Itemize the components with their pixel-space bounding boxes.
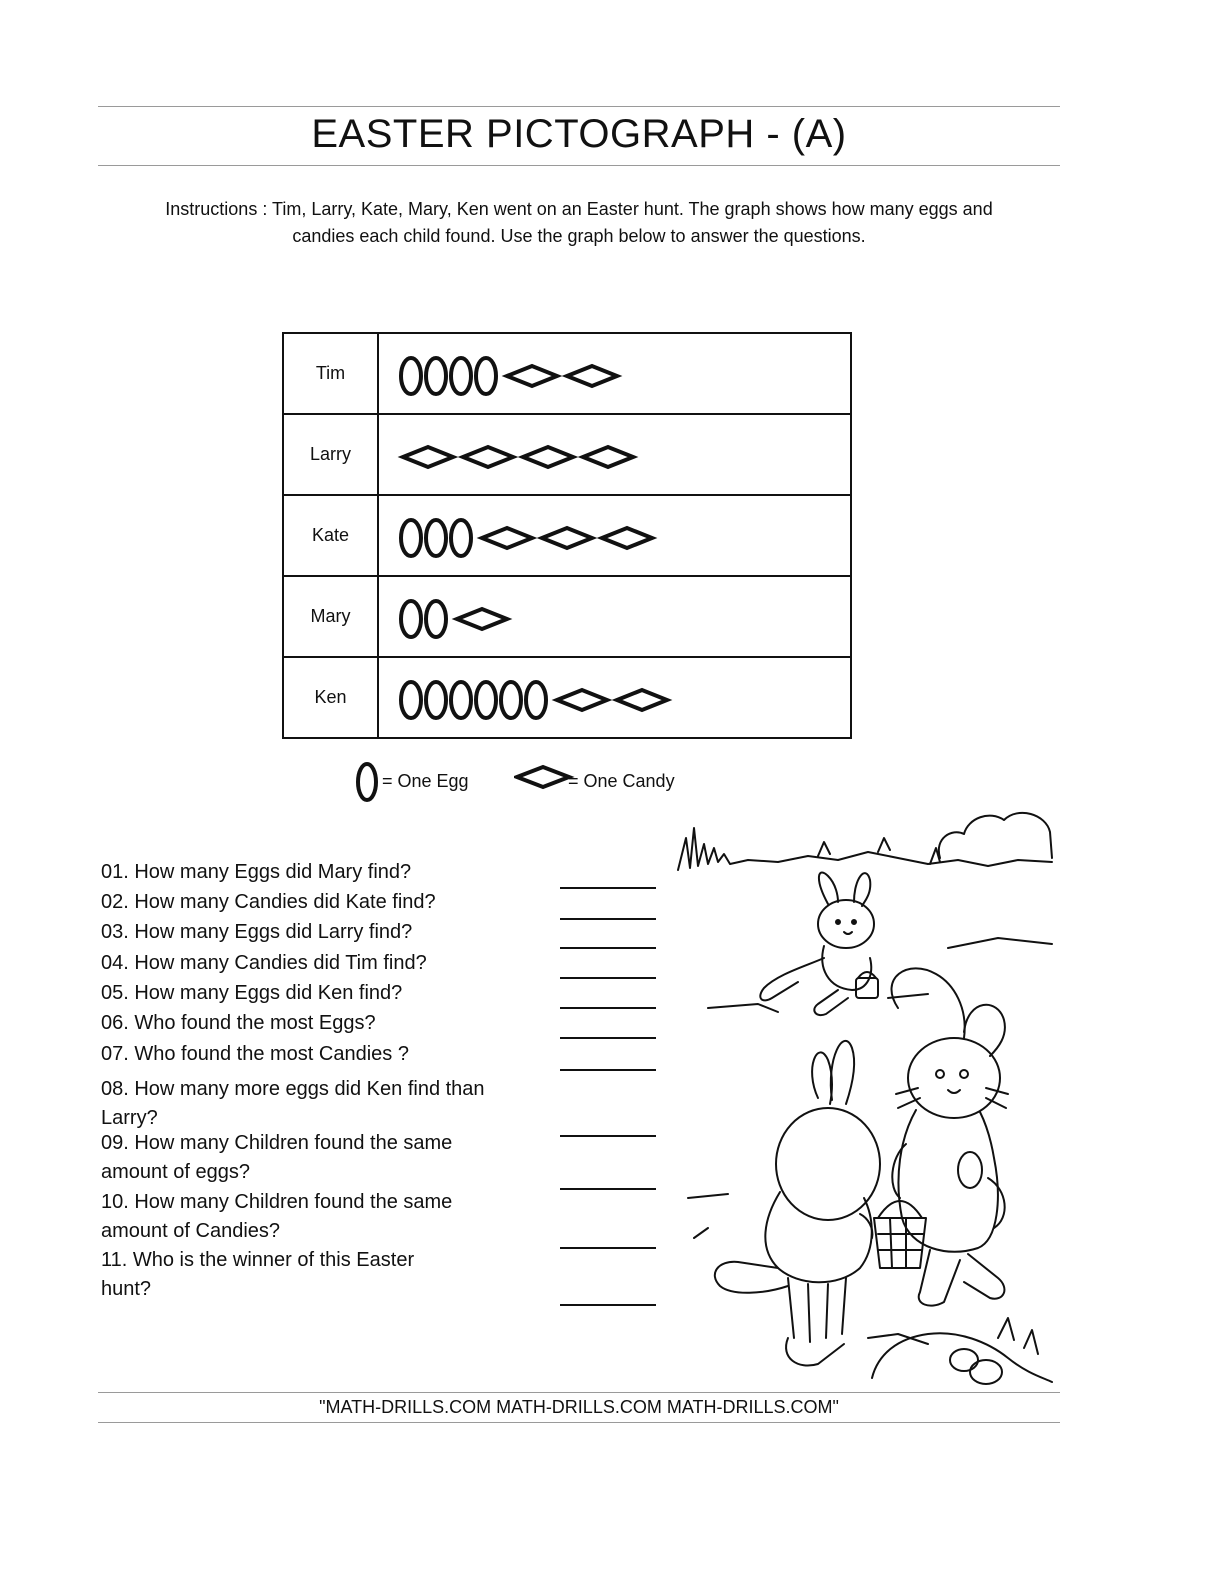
instructions-line-1: Instructions : Tim, Larry, Kate, Mary, Ken went on an Easter hunt. The graph shows how many eggs and — [165, 199, 993, 219]
question-line: 06. Who found the most Eggs? — [101, 1012, 376, 1034]
answer-blank[interactable] — [560, 1007, 656, 1009]
row-name: Kate — [283, 495, 378, 576]
egg-icon — [401, 358, 421, 394]
candy-icon — [523, 447, 573, 467]
instructions — [110, 196, 1048, 250]
candy-icon — [482, 528, 532, 548]
top-rule — [98, 106, 1060, 107]
question — [101, 858, 531, 887]
question-line: 01. How many Eggs did Mary find? — [101, 861, 412, 883]
question-line: 07. Who found the most Candies ? — [101, 1043, 409, 1065]
pictograph-row — [283, 657, 851, 738]
question-line: hunt? — [101, 1278, 152, 1300]
question-line: 04. How many Candies did Tim find? — [101, 952, 427, 974]
candy-icon — [457, 609, 507, 629]
question — [101, 1040, 531, 1069]
question-line: 08. How many more eggs did Ken find than — [101, 1078, 485, 1100]
candy-icon — [403, 447, 453, 467]
egg-icon — [526, 682, 546, 718]
legend-candy — [514, 758, 675, 804]
candy-icon — [567, 366, 617, 386]
row-name: Larry — [283, 414, 378, 495]
question — [101, 1188, 531, 1246]
egg-icon — [426, 682, 446, 718]
question-line: 02. How many Candies did Kate find? — [101, 891, 436, 913]
candy-icon — [583, 447, 633, 467]
answer-blank[interactable] — [560, 1135, 656, 1137]
answer-blank[interactable] — [560, 1304, 656, 1306]
question-line: 03. How many Eggs did Larry find? — [101, 921, 413, 943]
row-name: Mary — [283, 576, 378, 657]
egg-icon — [352, 758, 382, 804]
row-symbols — [378, 576, 851, 657]
egg-icon — [501, 682, 521, 718]
instructions-line-2: candies each child found. Use the graph below to answer the questions. — [292, 226, 866, 246]
answer-blank[interactable] — [560, 977, 656, 979]
question-line: 10. How many Children found the same — [101, 1191, 453, 1213]
answer-blank[interactable] — [560, 1247, 656, 1249]
row-symbols — [378, 414, 851, 495]
egg-icon — [401, 682, 421, 718]
egg-icon — [476, 682, 496, 718]
question-line: 11. Who is the winner of this Easter — [101, 1249, 415, 1271]
footer-rule-bottom — [98, 1422, 1060, 1423]
row-symbols — [378, 657, 851, 738]
pictograph-table — [282, 332, 852, 739]
question-line: Larry? — [101, 1107, 158, 1129]
egg-icon — [401, 520, 421, 556]
egg-icon — [426, 358, 446, 394]
egg-icon — [451, 520, 471, 556]
question-line: 09. How many Children found the same — [101, 1132, 453, 1154]
answer-blank[interactable] — [560, 947, 656, 949]
row-name: Ken — [283, 657, 378, 738]
candy-icon — [463, 447, 513, 467]
egg-icon — [451, 358, 471, 394]
question-line: amount of eggs? — [101, 1161, 250, 1183]
candy-icon — [557, 690, 607, 710]
answer-blank[interactable] — [560, 1037, 656, 1039]
legend-egg-label: = One Egg — [382, 770, 469, 791]
pictograph-row — [283, 495, 851, 576]
row-name: Tim — [283, 333, 378, 414]
candy-icon — [602, 528, 652, 548]
question — [101, 918, 531, 947]
pictograph-row — [283, 414, 851, 495]
question — [101, 979, 531, 1008]
egg-icon — [401, 601, 421, 637]
candy-icon — [542, 528, 592, 548]
legend-egg — [352, 758, 469, 804]
bunnies-illustration-icon — [668, 798, 1060, 1396]
question — [101, 888, 531, 917]
question — [101, 1009, 531, 1038]
pictograph-row — [283, 576, 851, 657]
candy-icon — [514, 758, 576, 804]
footer-text: "MATH-DRILLS.COM MATH-DRILLS.COM MATH-DRILLS.COM" — [319, 1397, 839, 1417]
candy-icon — [507, 366, 557, 386]
answer-blank[interactable] — [560, 918, 656, 920]
footer-rule-top — [98, 1392, 1060, 1393]
answer-blank[interactable] — [560, 887, 656, 889]
question — [101, 1246, 531, 1304]
question — [101, 1075, 531, 1133]
answer-blank[interactable] — [560, 1069, 656, 1071]
egg-icon — [476, 358, 496, 394]
question-line: amount of Candies? — [101, 1220, 281, 1242]
egg-icon — [451, 682, 471, 718]
question-line: 05. How many Eggs did Ken find? — [101, 982, 403, 1004]
question — [101, 1129, 531, 1187]
legend-candy-label: = One Candy — [568, 770, 675, 791]
row-symbols — [378, 495, 851, 576]
question — [101, 949, 531, 978]
title-rule — [98, 165, 1060, 166]
egg-icon — [426, 601, 446, 637]
answer-blank[interactable] — [560, 1188, 656, 1190]
egg-icon — [426, 520, 446, 556]
candy-icon — [617, 690, 667, 710]
pictograph-row — [283, 333, 851, 414]
page-title: EASTER PICTOGRAPH - (A) — [311, 112, 847, 156]
row-symbols — [378, 333, 851, 414]
